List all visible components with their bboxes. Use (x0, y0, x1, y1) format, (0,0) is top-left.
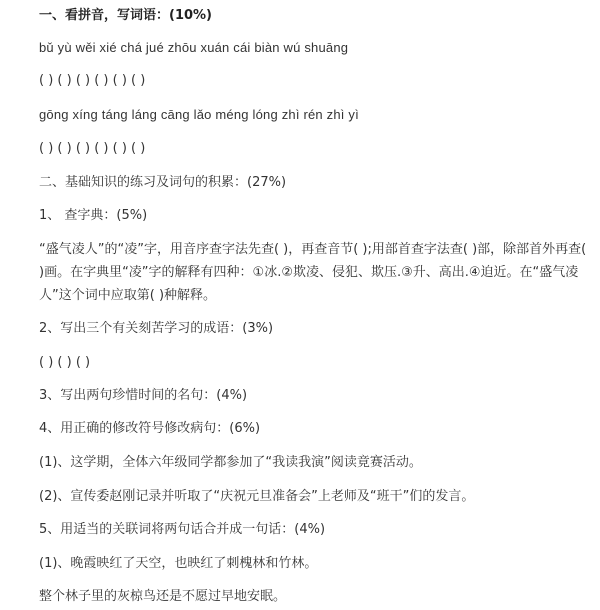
question-1-title: 1、 查字典：(5%) (39, 208, 148, 223)
question-5-item-1: (1)、晚霞映红了天空，也映红了刺槐林和竹林。 (39, 556, 318, 571)
question-1-body-line-1: “盛气凌人”的“凌”字，用音序查字法先查( )，再查音节( );用部首查字法查( )部，除部首外再查( (39, 242, 587, 257)
question-4-title: 4、用正确的修改符号修改病句：(6%) (39, 421, 261, 436)
pinyin-row-1: bǔ yù wěi xié chá jué zhōu xuán cái biàn wú shuāng (39, 40, 349, 55)
answer-blanks-row-1: ( ) ( ) ( ) ( ) ( ) ( ) (39, 73, 146, 88)
question-4-item-1: (1)、这学期，全体六年级同学都参加了“我读我演”阅读竟赛活动。 (39, 455, 422, 470)
section2-title: 二、基础知识的练习及词句的积累：(27%) (39, 175, 287, 190)
pinyin-row-2: gōng xíng táng láng cāng lǎo méng lóng zhì rén zhì yì (39, 107, 359, 122)
question-1-body-line-2: )画。在字典里“凌”字的解释有四种：①冰.②欺凌、侵犯、欺压.③升、高出.④迫近。在“盛气凌 (39, 265, 579, 280)
question-3-title: 3、写出两句珍惜时间的名句：(4%) (39, 388, 248, 403)
question-1-body (39, 238, 589, 307)
question-2-blanks: ( ) ( ) ( ) (39, 355, 91, 370)
question-5-item-1-continuation: 整个林子里的灰椋鸟还是不愿过早地安眠。 (39, 589, 287, 604)
question-4-item-2: (2)、宣传委赵刚记录并听取了“庆祝元旦准备会”上老师及“班干”们的发言。 (39, 489, 475, 504)
question-1-body-line-3: 人”这个词中应取第( )种解释。 (39, 288, 217, 303)
question-2-title: 2、写出三个有关刻苦学习的成语：(3%) (39, 321, 274, 336)
answer-blanks-row-2: ( ) ( ) ( ) ( ) ( ) ( ) (39, 141, 146, 156)
section1-title: 一、看拼音，写词语：(10%) (39, 8, 212, 23)
question-5-title: 5、用适当的关联词将两句话合并成一句话：(4%) (39, 522, 326, 537)
